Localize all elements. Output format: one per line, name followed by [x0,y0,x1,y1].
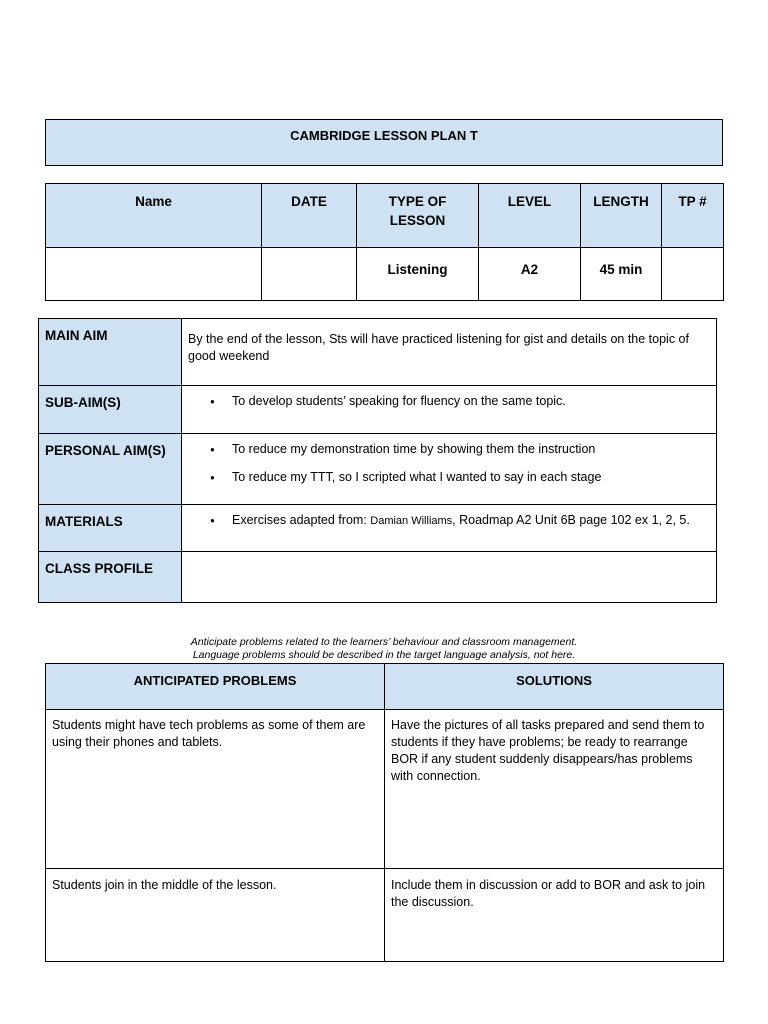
problems-header-row [46,664,724,710]
problem-cell: Students might have tech problems as some of them are using their phones and tablets. [46,710,385,869]
anticipated-problems-table [45,663,724,962]
solutions-header: SOLUTIONS [385,664,724,710]
date-value[interactable] [262,248,357,301]
main-aim-row [39,319,717,386]
sub-aims-label: SUB-AIM(S) [39,386,182,434]
personal-aim-item: ● To reduce my TTT, so I scripted what I wanted to say in each stage [188,469,706,486]
instruction-note [0,636,768,662]
note-line-1: Anticipate problems related to the learners’ behaviour and classroom management. [190,636,578,648]
date-header: DATE [262,184,357,248]
tp-number-header: TP # [662,184,724,248]
lesson-info-value-row [46,248,724,301]
length-value[interactable]: 45 min [581,248,662,301]
materials-prefix: Exercises adapted from: [232,513,371,527]
type-of-lesson-value[interactable]: Listening [357,248,479,301]
name-value[interactable] [46,248,262,301]
lesson-plan-title: CAMBRIDGE LESSON PLAN T [45,119,723,166]
class-profile-row [39,552,717,603]
personal-aim-item: ● To reduce my demonstration time by showing them the instruction [188,441,706,458]
problem-cell: Students join in the middle of the lesson. [46,869,385,962]
class-profile-label: CLASS PROFILE [39,552,182,603]
length-header: LENGTH [581,184,662,248]
table-row [46,710,724,869]
solution-cell: Have the pictures of all tasks prepared and send them to students if they have problems; be ready to rearrange BOR if any student suddenly disappears/has problems with connection. [385,710,724,869]
table-row [46,869,724,962]
name-header: Name [46,184,262,248]
materials-row [39,505,717,552]
sub-aims-row [39,386,717,434]
lesson-info-table [45,183,724,301]
lesson-info-header-row [46,184,724,248]
type-of-lesson-header: TYPE OF LESSON [357,184,479,248]
materials-list [188,512,706,530]
materials-label: MATERIALS [39,505,182,552]
main-aim-text: By the end of the lesson, Sts will have practiced listening for gist and details on the topic of good weekend [182,319,717,386]
class-profile-text[interactable] [182,552,717,603]
personal-aims-row [39,434,717,505]
sub-aims-list [188,393,706,410]
note-line-2: Language problems should be described in the target language analysis, not here. [192,649,576,661]
materials-suffix: , Roadmap A2 Unit 6B page 102 ex 1, 2, 5. [452,513,690,527]
tp-number-value[interactable] [662,248,724,301]
main-aim-label: MAIN AIM [39,319,182,386]
lesson-aims-table [38,318,717,603]
sub-aim-item: ● To develop students’ speaking for fluency on the same topic. [188,393,706,410]
materials-author: Damian Williams [370,515,453,527]
level-header: LEVEL [479,184,581,248]
level-value[interactable]: A2 [479,248,581,301]
personal-aims-list [188,441,706,486]
solution-cell: Include them in discussion or add to BOR and ask to join the discussion. [385,869,724,962]
anticipated-problems-header: ANTICIPATED PROBLEMS [46,664,385,710]
materials-item [188,512,706,530]
personal-aims-label: PERSONAL AIM(S) [39,434,182,505]
